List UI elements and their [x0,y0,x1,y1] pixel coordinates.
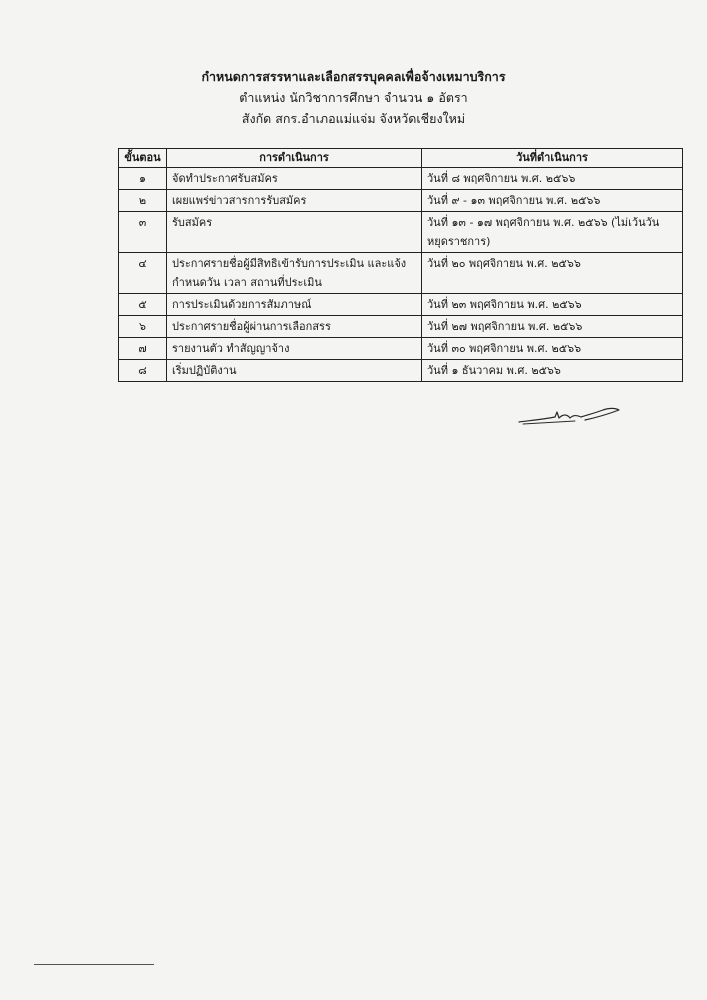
step-cell: ๑ [119,168,167,190]
document-header [0,66,707,129]
action-cell: ประกาศรายชื่อผู้ผ่านการเลือกสรร [167,316,422,338]
action-cell: รายงานตัว ทำสัญญาจ้าง [167,338,422,360]
footer-rule [34,964,154,965]
step-cell: ๓ [119,212,167,253]
date-cell: วันที่ ๙ - ๑๓ พฤศจิกายน พ.ศ. ๒๕๖๖ [422,190,683,212]
table-row [119,316,683,338]
table-row [119,168,683,190]
action-cell: เริ่มปฏิบัติงาน [167,360,422,382]
step-cell: ๕ [119,294,167,316]
signature-icon [515,404,625,428]
date-cell: วันที่ ๓๐ พฤศจิกายน พ.ศ. ๒๕๖๖ [422,338,683,360]
date-cell: วันที่ ๒๗ พฤศจิกายน พ.ศ. ๒๕๖๖ [422,316,683,338]
table-row [119,294,683,316]
header-date: วันที่ดำเนินการ [422,149,683,168]
affiliation-line: สังกัด สกร.อำเภอแม่แจ่ม จังหวัดเชียงใหม่ [241,111,466,126]
table-row [119,190,683,212]
header-step: ขั้นตอน [119,149,167,168]
step-cell: ๘ [119,360,167,382]
schedule-table [118,148,683,382]
date-cell: วันที่ ๑๓ - ๑๗ พฤศจิกายน พ.ศ. ๒๕๖๖ (ไม่เว้นวันหยุดราชการ) [422,212,683,253]
date-cell: วันที่ ๑ ธันวาคม พ.ศ. ๒๕๖๖ [422,360,683,382]
header-action: การดำเนินการ [167,149,422,168]
action-cell: รับสมัคร [167,212,422,253]
date-cell: วันที่ ๘ พฤศจิกายน พ.ศ. ๒๕๖๖ [422,168,683,190]
table-row [119,338,683,360]
document-title: กำหนดการสรรหาและเลือกสรรบุคคลเพื่อจ้างเหมาบริการ [201,69,506,84]
date-cell: วันที่ ๒๓ พฤศจิกายน พ.ศ. ๒๕๖๖ [422,294,683,316]
table-row [119,253,683,294]
date-cell: วันที่ ๒๐ พฤศจิกายน พ.ศ. ๒๕๖๖ [422,253,683,294]
table-header-row [119,149,683,168]
action-cell: ประกาศรายชื่อผู้มีสิทธิเข้ารับการประเมิน และแจ้งกำหนดวัน เวลา สถานที่ประเมิน [167,253,422,294]
step-cell: ๒ [119,190,167,212]
table-row [119,212,683,253]
step-cell: ๔ [119,253,167,294]
step-cell: ๗ [119,338,167,360]
action-cell: การประเมินด้วยการสัมภาษณ์ [167,294,422,316]
position-line: ตำแหน่ง นักวิชาการศึกษา จำนวน ๑ อัตรา [239,90,468,105]
table-row [119,360,683,382]
step-cell: ๖ [119,316,167,338]
action-cell: จัดทำประกาศรับสมัคร [167,168,422,190]
action-cell: เผยแพร่ข่าวสารการรับสมัคร [167,190,422,212]
